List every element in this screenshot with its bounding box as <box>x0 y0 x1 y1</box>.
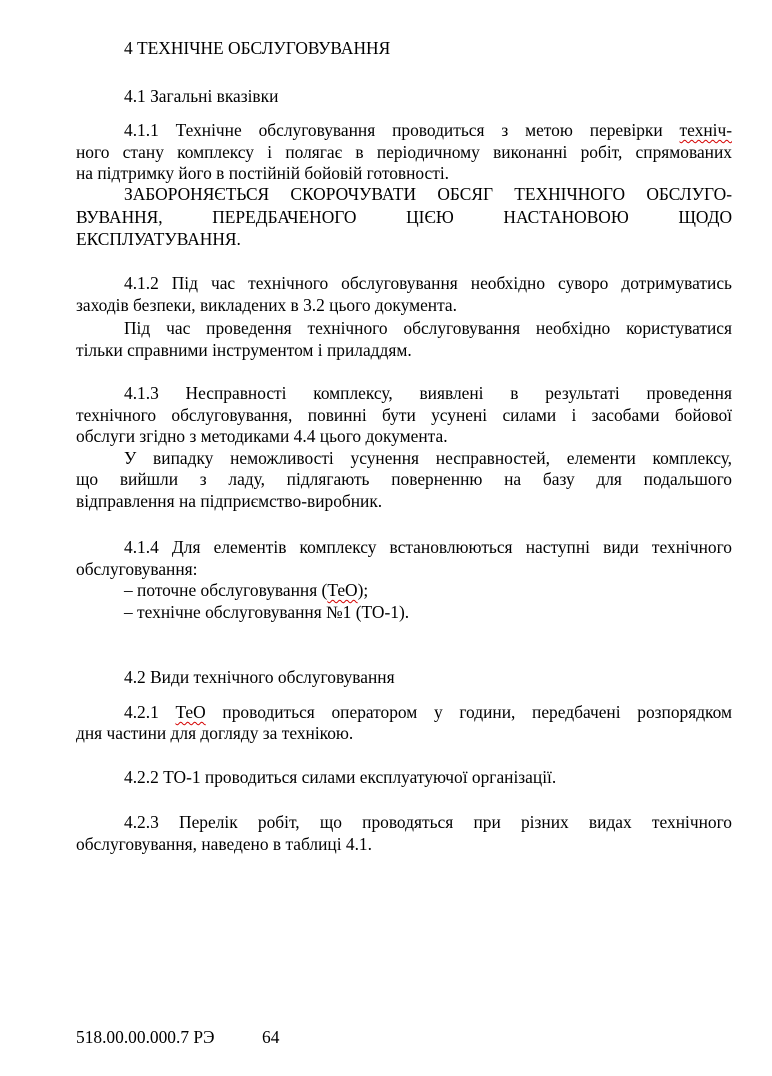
spellcheck-word: ТеО <box>327 580 358 600</box>
page-number: 64 <box>262 1027 280 1047</box>
paragraph-line: 4.1.2 Під час технічного обслуговування необхідно суворо дотримуватись <box>124 273 732 293</box>
paragraph-line: обслуговування: <box>76 559 198 579</box>
paragraph-line: тільки справними інструментом і приладдям. <box>76 340 412 360</box>
spellcheck-word: ТеО <box>175 702 206 722</box>
list-item: – поточне обслуговування (ТеО); <box>124 580 369 600</box>
paragraph-line: ного стану комплексу і полягає в періодичному виконанні робіт, спрямованих <box>76 142 732 162</box>
paragraph-line: технічного обслуговування, повинні бути усунені силами і засобами бойової <box>76 405 732 425</box>
paragraph-line: на підтримку його в постійній бойовій готовності. <box>76 163 450 183</box>
paragraph-line: заходів безпеки, викладених в 3.2 цього документа. <box>76 295 457 315</box>
paragraph-line: що вийшли з ладу, підлягають поверненню на базу для подальшого <box>76 469 732 489</box>
paragraph-line: Під час проведення технічного обслуговування необхідно користуватися <box>124 318 732 338</box>
document-code: 518.00.00.000.7 РЭ <box>76 1027 215 1047</box>
paragraph-line: обслуговування, наведено в таблиці 4.1. <box>76 834 372 854</box>
paragraph-line: 4.2.1 ТеО проводиться оператором у години, передбачені розпорядком <box>124 702 732 722</box>
subsection-title: 4.1 Загальні вказівки <box>124 86 279 106</box>
paragraph-line: 4.2.3 Перелік робіт, що проводяться при різних видах технічного <box>124 812 732 832</box>
paragraph-line: дня частини для догляду за технікою. <box>76 723 354 743</box>
paragraph-line: 4.2.2 ТО-1 проводиться силами експлуатуючої організації. <box>124 767 557 787</box>
warning-line: ЗАБОРОНЯЄТЬСЯ СКОРОЧУВАТИ ОБСЯГ ТЕХНІЧНОГО ОБСЛУГО- <box>124 184 732 204</box>
paragraph-line: 4.1.3 Несправності комплексу, виявлені в результаті проведення <box>124 383 732 403</box>
paragraph-line: 4.1.1 Технічне обслуговування проводиться з метою перевірки техніч- <box>124 120 732 140</box>
paragraph-line: обслуги згідно з методиками 4.4 цього документа. <box>76 426 448 446</box>
warning-line: ВУВАННЯ, ПЕРЕДБАЧЕНОГО ЦІЄЮ НАСТАНОВОЮ ЩОДО <box>76 207 732 227</box>
warning-line: ЕКСПЛУАТУВАННЯ. <box>76 229 241 249</box>
section-title: 4 ТЕХНІЧНЕ ОБСЛУГОВУВАННЯ <box>124 38 391 58</box>
spellcheck-word: техніч- <box>679 120 732 140</box>
paragraph-line: відправлення на підприємство-виробник. <box>76 491 383 511</box>
paragraph-line: 4.1.4 Для елементів комплексу встановлюються наступні види технічного <box>124 537 732 557</box>
subsection-title: 4.2 Види технічного обслуговування <box>124 667 395 687</box>
paragraph-line: У випадку неможливості усунення несправностей, елементи комплексу, <box>124 448 732 468</box>
list-item: – технічне обслуговування №1 (ТО-1). <box>124 602 410 622</box>
